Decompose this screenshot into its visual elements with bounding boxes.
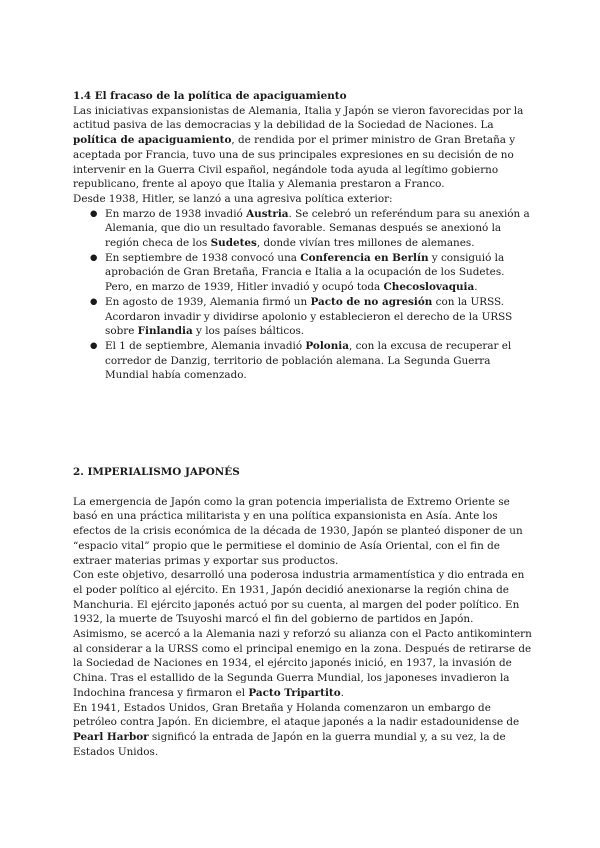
section-heading: 1.4 El fracaso de la política de apaciguamiento	[73, 90, 347, 102]
bullet-item-conferencia: ● En septiembre de 1938 convocó una Conferencia en Berlín y consiguió la aprobación de Gran Bretaña, Francia e Italia a la ocupación de los Sudetes. Pero, en marzo de 1939, Hitler invadió y ocupó toda Checoslovaquia.	[73, 251, 533, 295]
bullet-item-austria: ● En marzo de 1938 invadió Austria. Se celebró un referéndum para su anexión a Alemania, que dio un resultado favorable. Semanas después se anexionó la región checa de los Sudetes, donde vivían tres millones de alemanes.	[73, 207, 533, 251]
paragraph-emergencia: La emergencia de Japón como la gran potencia imperialista de Extremo Oriente se basó en una práctica militarista y en una política expansionista en Asía. Ante los efectos de la crisis económica de la década de 1930, Japón se planteó disponer de un “espacio vital” propio que le permitiese el dominio de Asía Oriental, con el fin de extraer materias primas y exportar sus productos.	[73, 495, 523, 567]
bold-term: Checoslovaquia	[383, 281, 475, 294]
section-imperialismo-japones	[73, 465, 533, 759]
bold-term: Pacto de no agresión	[310, 295, 433, 308]
paragraph-pearl-harbor: En 1941, Estados Unidos, Gran Bretaña y Holanda comenzaron un embargo de petróleo contra Japón. En diciembre, el ataque japonés a la nadir estadounidense de Pearl Harbor significó la entrada de Japón en la guerra mundial y, a su vez, la de Estados Unidos.	[73, 701, 520, 758]
bold-term: Conferencia en Berlín	[300, 251, 429, 264]
bold-term: Finlandia	[137, 325, 193, 338]
section-heading: 2. IMPERIALISMO JAPONÉS	[73, 466, 240, 478]
intro-paragraph: Las iniciativas expansionistas de Alemania, Italia y Japón se vieron favorecidas por la actitud pasiva de las democracias y la debilidad de la Sociedad de Naciones. La política de apaciguamiento, de rendida por el primer ministro de Gran Bretaña y aceptada por Francia, tuvo una de sus principales expresiones en su decisión de no intervenir en la Guerra Civil español, negándole toda ayuda al legítimo gobierno republicano, frente al apoyo que Italia y Alemania prestaron a Franco.	[73, 104, 524, 191]
bullet-item-pacto: ● En agosto de 1939, Alemania firmó un Pacto de no agresión con la URSS. Acordaron invadir y dividirse apolonio y establecieron el derecho de la URSS sobre Finlandia y los países bálticos.	[73, 295, 533, 339]
paragraph-alianza: Asimismo, se acercó a la Alemania nazi y reforzó su alianza con el Pacto antikomintern al considerar a la URSS como el principal enemigo en la zona. Después de retirarse de la Sociedad de Naciones en 1934, el ejército japonés inició, en 1937, la invasión de China. Tras el estallido de la Segunda Guerra Mundial, los japoneses invadieron la Indochina francesa y firmaron el Pacto Tripartito.	[73, 628, 532, 699]
paragraph-objetivo: Con este objetivo, desarrolló una poderosa industria armamentística y dio entrada en el poder político al ejército. En 1931, Japón decidió anexionarse la región china de Manchuria. El ejército japonés actuó por su cuenta, al margen del poder político. En 1932, la muerte de Tsuyoshi marcó el fin del gobierno de partidos en Japón.	[73, 569, 525, 626]
bold-term: Pearl Harbor	[73, 730, 149, 743]
bold-term: Polonia	[305, 339, 349, 352]
bullet-item-polonia: ● El 1 de septiembre, Alemania invadió Polonia, con la excusa de recuperar el corredor de Danzig, territorio de población alemana. La Segunda Guerra Mundial había comenzado.	[73, 339, 533, 383]
bold-term: política de apaciguamiento	[73, 134, 232, 147]
bullet-list	[73, 207, 533, 383]
bold-term: Pacto Tripartito	[248, 686, 341, 699]
bold-term: Sudetes	[210, 237, 257, 250]
bold-term: Austria	[246, 207, 289, 220]
section-apaciguamiento	[73, 89, 533, 383]
lead-paragraph: Desde 1938, Hitler, se lanzó a una agresiva política exterior:	[73, 192, 393, 205]
